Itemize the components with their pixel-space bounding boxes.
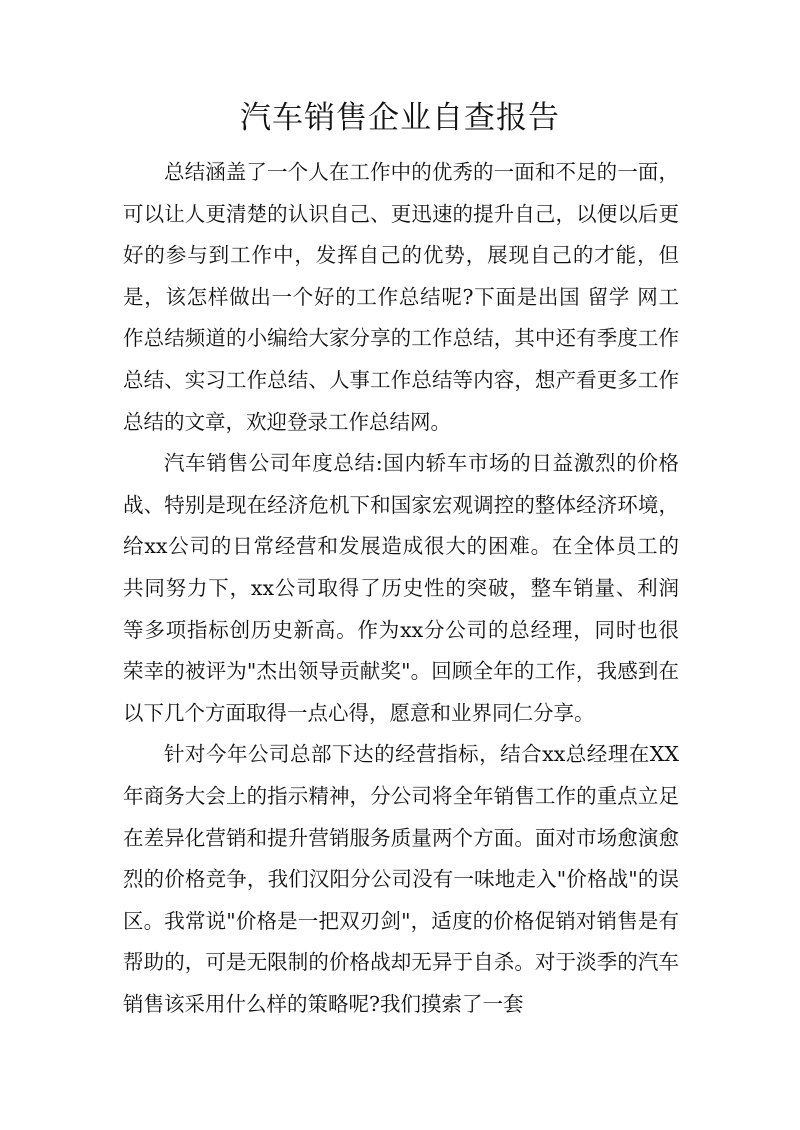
paragraph-intro: 总结涵盖了一个人在工作中的优秀的一面和不足的一面，可以让人更清楚的认识自己、更迅速的提升自己，以便以后更好的参与到工作中，发挥自己的优势，展现自己的才能，但是，该怎样做出一个好的工作总结呢?下面是出国 留学 网工作总结频道的小编给大家分享的工作总结，其中还有季度工作总结、实习工作总结、人事工作总结等内容，想产看更多工作总结的文章，欢迎登录工作总结网。 bbox=[123, 160, 679, 434]
document-body bbox=[123, 152, 679, 1025]
paragraph-annual-summary: 汽车销售公司年度总结:国内轿车市场的日益激烈的价格战、特别是现在经济危机下和国家宏观调控的整体经济环境，给xx公司的日常经营和发展造成很大的困难。在全体员工的共同努力下，xx公司取得了历史性的突破，整车销量、利润等多项指标创历史新高。作为xx分公司的总经理，同时也很荣幸的被评为"杰出领导贡献奖"。回顾全年的工作，我感到在以下几个方面取得一点心得，愿意和业界同仁分享。 bbox=[123, 451, 679, 725]
document-title: 汽车销售企业自查报告 bbox=[240, 100, 560, 136]
paragraph-sales-strategy: 针对今年公司总部下达的经营指标，结合xx总经理在XX年商务大会上的指示精神，分公司将全年销售工作的重点立足在差异化营销和提升营销服务质量两个方面。面对市场愈演愈烈的价格竞争，我们汉阳分公司没有一味地走入"价格战"的误区。我常说"价格是一把双刃剑"，适度的价格促销对销售是有帮助的，可是无限制的价格战却无异于自杀。对于淡季的汽车销售该采用什么样的策略呢?我们摸索了一套 bbox=[123, 742, 679, 1016]
